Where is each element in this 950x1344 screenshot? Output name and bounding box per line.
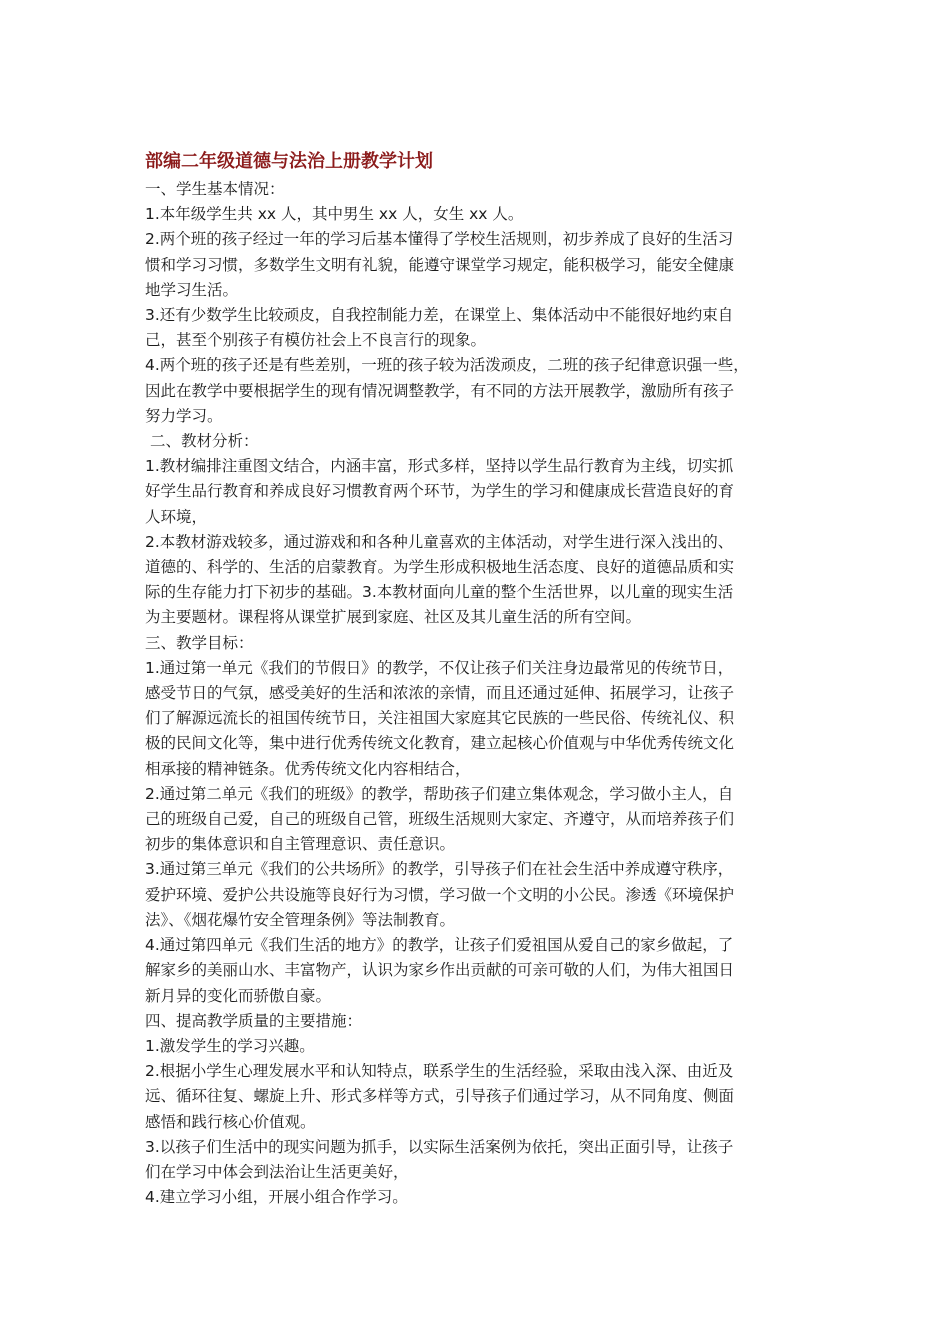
text-line: 4.两个班的孩子还是有些差别，一班的孩子较为活泼顽皮，二班的孩子纪律意识强一些，: [145, 356, 749, 375]
text-line: 们了解源远流长的祖国传统节日，关注祖国大家庭其它民族的一些民俗、传统礼仪、积: [145, 709, 735, 728]
text-line: 3.通过第三单元《我们的公共场所》的教学，引导孩子们在社会生活中养成遵守秩序，: [145, 860, 734, 879]
text-line: 1.激发学生的学习兴趣。: [145, 1036, 315, 1055]
text-line: 己的班级自己爱，自己的班级自己管，班级生活规则大家定、齐遵守，从而培养孩子们: [145, 810, 735, 829]
text-line: 解家乡的美丽山水、丰富物产，认识为家乡作出贡献的可亲可敬的人们，为伟大祖国日: [145, 961, 735, 980]
text-line: 相承接的精神链条。优秀传统文化内容相结合，: [145, 759, 471, 778]
text-line: 四、提高教学质量的主要措施：: [145, 1011, 363, 1030]
text-line: 感悟和践行核心价值观。: [145, 1112, 316, 1131]
text-line: 远、循环往复、螺旋上升、形式多样等方式，引导孩子们通过学习，从不同角度、侧面: [145, 1087, 735, 1106]
text-line: 极的民间文化等，集中进行优秀传统文化教育，建立起核心价值观与中华优秀传统文化: [145, 734, 735, 753]
text-line: 2.通过第二单元《我们的班级》的教学，帮助孩子们建立集体观念，学习做小主人，自: [145, 784, 734, 803]
text-line: 感受节日的气氛，感受美好的生活和浓浓的亲情，而且还通过延伸、拓展学习，让孩子: [145, 684, 735, 703]
text-line: 1.通过第一单元《我们的节假日》的教学，不仅让孩子们关注身边最常见的传统节日，: [145, 658, 734, 677]
text-line: 际的生存能力打下初步的基础。3.本教材面向儿童的整个生活世界，以儿童的现实生活: [145, 583, 734, 602]
text-line: 2.根据小学生心理发展水平和认知特点，联系学生的生活经验，采取由浅入深、由近及: [145, 1062, 734, 1081]
text-line: 1.教材编排注重图文结合，内涵丰富，形式多样，坚持以学生品行教育为主线，切实抓: [145, 457, 734, 476]
text-line: 4.通过第四单元《我们生活的地方》的教学，让孩子们爱祖国从爱自己的家乡做起，了: [145, 936, 734, 955]
text-line: 己，甚至个别孩子有模仿社会上不良言行的现象。: [145, 331, 487, 350]
text-line: 初步的集体意识和自主管理意识、责任意识。: [145, 835, 456, 854]
document-title: 部编二年级道德与法治上册教学计划: [145, 151, 433, 172]
text-line: 三、教学目标：: [145, 633, 254, 652]
text-line: 3.以孩子们生活中的现实问题为抓手，以实际生活案例为依托，突出正面引导，让孩子: [145, 1137, 734, 1156]
document-page: [145, 150, 813, 1210]
text-line: 2.两个班的孩子经过一年的学习后基本懂得了学校生活规则，初步养成了良好的生活习: [145, 230, 734, 249]
text-line: 地学习生活。: [145, 280, 239, 299]
text-line: 新月异的变化而骄傲自豪。: [145, 986, 332, 1005]
text-line: 努力学习。: [145, 406, 223, 425]
text-line: 4.建立学习小组，开展小组合作学习。: [145, 1188, 408, 1207]
text-line: 们在学习中体会到法治让生活更美好，: [145, 1162, 409, 1181]
text-line: 因此在教学中要根据学生的现有情况调整教学，有不同的方法开展教学，激励所有孩子: [145, 381, 735, 400]
document-body: [145, 177, 813, 1210]
text-line: 法》、《烟花爆竹安全管理条例》等法制教育。: [145, 910, 456, 929]
text-line: 爱护环境、爱护公共设施等良好行为习惯，学习做一个文明的小公民。渗透《环境保护: [145, 885, 735, 904]
text-line: 人环境，: [145, 507, 208, 526]
text-line: 道德的、科学的、生活的启蒙教育。为学生形成积极地生活态度、良好的道德品质和实: [145, 558, 735, 577]
text-line: 惯和学习习惯，多数学生文明有礼貌，能遵守课堂学习规定，能积极学习，能安全健康: [145, 255, 735, 274]
text-line: 1.本年级学生共 xx 人，其中男生 xx 人，女生 xx 人。: [145, 205, 524, 224]
text-line: 3.还有少数学生比较顽皮，自我控制能力差，在课堂上、集体活动中不能很好地约束自: [145, 306, 734, 325]
text-line: 2.本教材游戏较多，通过游戏和和各种儿童喜欢的主体活动，对学生进行深入浅出的、: [145, 532, 734, 551]
text-line: 一、学生基本情况：: [145, 180, 285, 198]
text-line: 为主要题材。课程将从课堂扩展到家庭、社区及其儿童生活的所有空间。: [145, 608, 642, 627]
text-line: 二、教材分析：: [145, 432, 259, 451]
text-line: 好学生品行教育和养成良好习惯教育两个环节，为学生的学习和健康成长营造良好的育: [145, 482, 735, 501]
